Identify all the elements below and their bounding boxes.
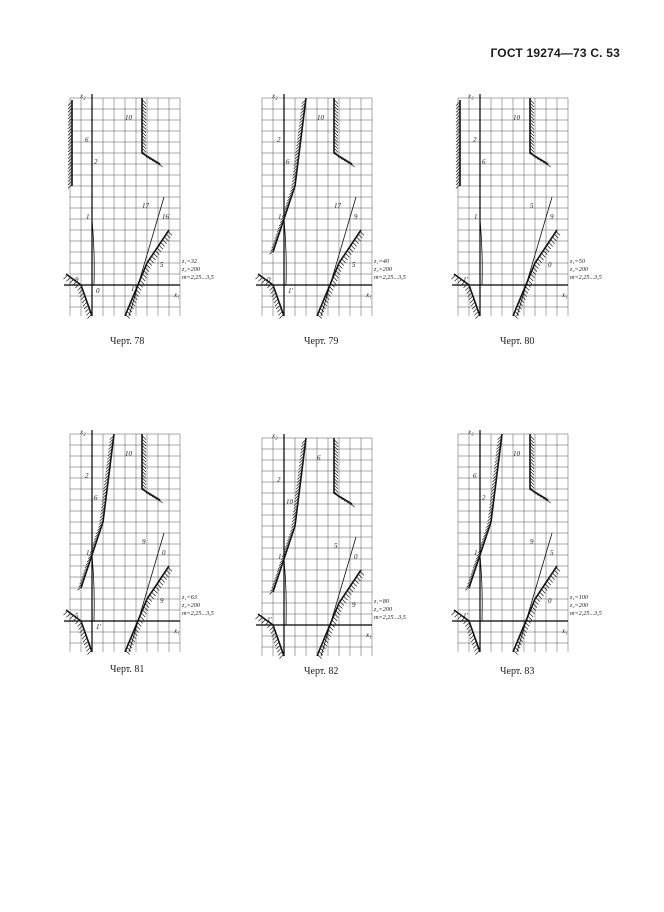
curve-label: 9 bbox=[75, 276, 79, 284]
curve-label: 1 bbox=[278, 553, 282, 561]
contour-6-hatch bbox=[466, 436, 502, 591]
curve-label: 9 bbox=[160, 597, 164, 605]
figure-82 bbox=[248, 432, 406, 662]
curve-label: 1' bbox=[463, 612, 468, 620]
curve-label: 1 bbox=[86, 549, 90, 557]
axis-y-label: x₂ bbox=[468, 428, 474, 436]
curve-label: 6 bbox=[94, 494, 98, 502]
chart-78 bbox=[56, 92, 214, 322]
contour-10-hatch bbox=[334, 440, 355, 507]
curve-label: 10 bbox=[125, 114, 132, 122]
param-text: m=2,25...3,5 bbox=[374, 614, 406, 621]
curve-label: 2 bbox=[482, 494, 486, 502]
contour-10-hatch bbox=[142, 100, 163, 167]
chart-79 bbox=[248, 92, 406, 322]
caption-83: Черт. 83 bbox=[500, 666, 535, 677]
curve-label: 1 bbox=[474, 549, 478, 557]
curve-label: 1' bbox=[96, 623, 101, 631]
curve-label: 16 bbox=[162, 213, 169, 221]
grid bbox=[458, 98, 568, 316]
curve-label: 0 bbox=[162, 549, 166, 557]
param-text: z₁=40 bbox=[374, 258, 389, 265]
param-text: m=2,25...3,5 bbox=[570, 610, 602, 617]
param-text: z₂=200 bbox=[374, 606, 393, 613]
curve-17 bbox=[517, 197, 552, 316]
curve-17 bbox=[321, 537, 356, 656]
curve-label: 6 bbox=[85, 136, 89, 144]
curve-label: 1' bbox=[131, 285, 136, 293]
curve-label: 1 bbox=[474, 213, 478, 221]
curve-label: 5 bbox=[75, 612, 79, 620]
param-text: z₁=100 bbox=[570, 594, 589, 601]
grid bbox=[70, 98, 180, 316]
chart-82 bbox=[248, 432, 406, 662]
grid bbox=[262, 438, 372, 656]
curve-label: 6 bbox=[482, 158, 486, 166]
axis-x-label: x₁ bbox=[562, 627, 568, 635]
param-text: z₂=200 bbox=[374, 266, 393, 273]
curve-label: 10 bbox=[513, 114, 520, 122]
curve-label: 1 bbox=[278, 213, 282, 221]
curve-17 bbox=[517, 533, 552, 652]
grid bbox=[458, 434, 568, 652]
param-text: m=2,25...3,5 bbox=[182, 610, 214, 617]
curve-label: 1' bbox=[267, 616, 272, 624]
curve-label: 5 bbox=[352, 261, 356, 269]
figure-78 bbox=[56, 92, 214, 322]
grid bbox=[70, 434, 180, 652]
curve-label: 1' bbox=[288, 287, 293, 295]
curve-label: 9 bbox=[354, 213, 358, 221]
curve-17 bbox=[129, 533, 164, 652]
curve-label: 9 bbox=[352, 601, 356, 609]
param-text: z₁=80 bbox=[374, 598, 389, 605]
curve-label: 10 bbox=[125, 450, 132, 458]
curve-label: 10 bbox=[286, 498, 293, 506]
contour-5-hatch bbox=[126, 231, 172, 318]
param-text: m=2,25...3,5 bbox=[374, 274, 406, 281]
param-text: z₁=32 bbox=[182, 258, 197, 265]
curve-label: 9 bbox=[550, 213, 554, 221]
curve-label: 0 bbox=[267, 276, 271, 284]
contour-6-hatch bbox=[270, 100, 306, 255]
contour-10-hatch bbox=[142, 436, 163, 503]
curve-label: 6 bbox=[473, 472, 477, 480]
curve-label: 0 bbox=[548, 261, 552, 269]
caption-78: Черт. 78 bbox=[110, 336, 145, 347]
curve-label: 17 bbox=[142, 202, 149, 210]
figure-83 bbox=[444, 428, 602, 658]
axis-x-label: x₁ bbox=[366, 291, 372, 299]
contour-5-hatch bbox=[514, 231, 560, 318]
contour-6-hatch bbox=[270, 440, 306, 595]
curve-label: 2 bbox=[94, 158, 98, 166]
param-text: z₂=200 bbox=[570, 266, 589, 273]
curve-label: 5 bbox=[530, 202, 534, 210]
param-text: z₁=63 bbox=[182, 594, 197, 601]
axis-x-label: x₁ bbox=[174, 627, 180, 635]
axis-y-label: x₂ bbox=[272, 432, 278, 440]
curve-label: 1' bbox=[463, 276, 468, 284]
caption-79: Черт. 79 bbox=[304, 336, 339, 347]
curve-label: 17 bbox=[334, 202, 341, 210]
figure-80 bbox=[444, 92, 602, 322]
axis-y-label: x₂ bbox=[272, 92, 278, 100]
axis-y-label: x₂ bbox=[80, 428, 86, 436]
param-text: z₂=200 bbox=[570, 602, 589, 609]
grid bbox=[262, 98, 372, 316]
curve-label: 1 bbox=[86, 213, 90, 221]
curve-label: 10 bbox=[513, 450, 520, 458]
contour-5-hatch bbox=[126, 567, 172, 654]
axis-x-label: x₁ bbox=[366, 631, 372, 639]
contour-10-hatch bbox=[530, 436, 551, 503]
curve-label: 9 bbox=[530, 538, 534, 546]
curve-label: 2 bbox=[277, 136, 281, 144]
contour-10-hatch bbox=[530, 100, 551, 167]
param-text: m=2,25...3,5 bbox=[182, 274, 214, 281]
param-text: z₁=50 bbox=[570, 258, 585, 265]
curve-label: 0 bbox=[354, 553, 358, 561]
contour-5-hatch bbox=[318, 231, 364, 318]
curve-label: 2 bbox=[85, 472, 89, 480]
curve-label: 9 bbox=[142, 538, 146, 546]
axis-x-label: x₁ bbox=[562, 291, 568, 299]
curve-label: 0 bbox=[96, 287, 100, 295]
chart-80 bbox=[444, 92, 602, 322]
axis-x-label: x₁ bbox=[174, 291, 180, 299]
curve-label: 2 bbox=[277, 476, 281, 484]
figure-79 bbox=[248, 92, 406, 322]
caption-81: Черт. 81 bbox=[110, 664, 145, 675]
curve-label: 6 bbox=[317, 454, 321, 462]
contour-6-hatch bbox=[78, 436, 114, 591]
figure-81 bbox=[56, 428, 214, 658]
param-text: m=2,25...3,5 bbox=[570, 274, 602, 281]
caption-80: Черт. 80 bbox=[500, 336, 535, 347]
curve-label: 5 bbox=[550, 549, 554, 557]
param-text: z₂=200 bbox=[182, 602, 201, 609]
curve-label: 5 bbox=[334, 542, 338, 550]
curve-label: 10 bbox=[317, 114, 324, 122]
param-text: z₂=200 bbox=[182, 266, 201, 273]
axis-y-label: x₂ bbox=[468, 92, 474, 100]
contour-5-hatch bbox=[514, 567, 560, 654]
curve-label: 6 bbox=[286, 158, 290, 166]
chart-81 bbox=[56, 428, 214, 658]
contour-10-hatch bbox=[334, 100, 355, 167]
curve-17 bbox=[321, 197, 356, 316]
curve-label: 5 bbox=[160, 261, 164, 269]
curve-label: 0 bbox=[548, 597, 552, 605]
axis-y-label: x₂ bbox=[80, 92, 86, 100]
curve-label: 2 bbox=[473, 136, 477, 144]
page-header: ГОСТ 19274—73 С. 53 bbox=[490, 46, 620, 60]
curve-17 bbox=[129, 197, 164, 316]
caption-82: Черт. 82 bbox=[304, 666, 339, 677]
chart-83 bbox=[444, 428, 602, 658]
contour-5-hatch bbox=[318, 571, 364, 658]
